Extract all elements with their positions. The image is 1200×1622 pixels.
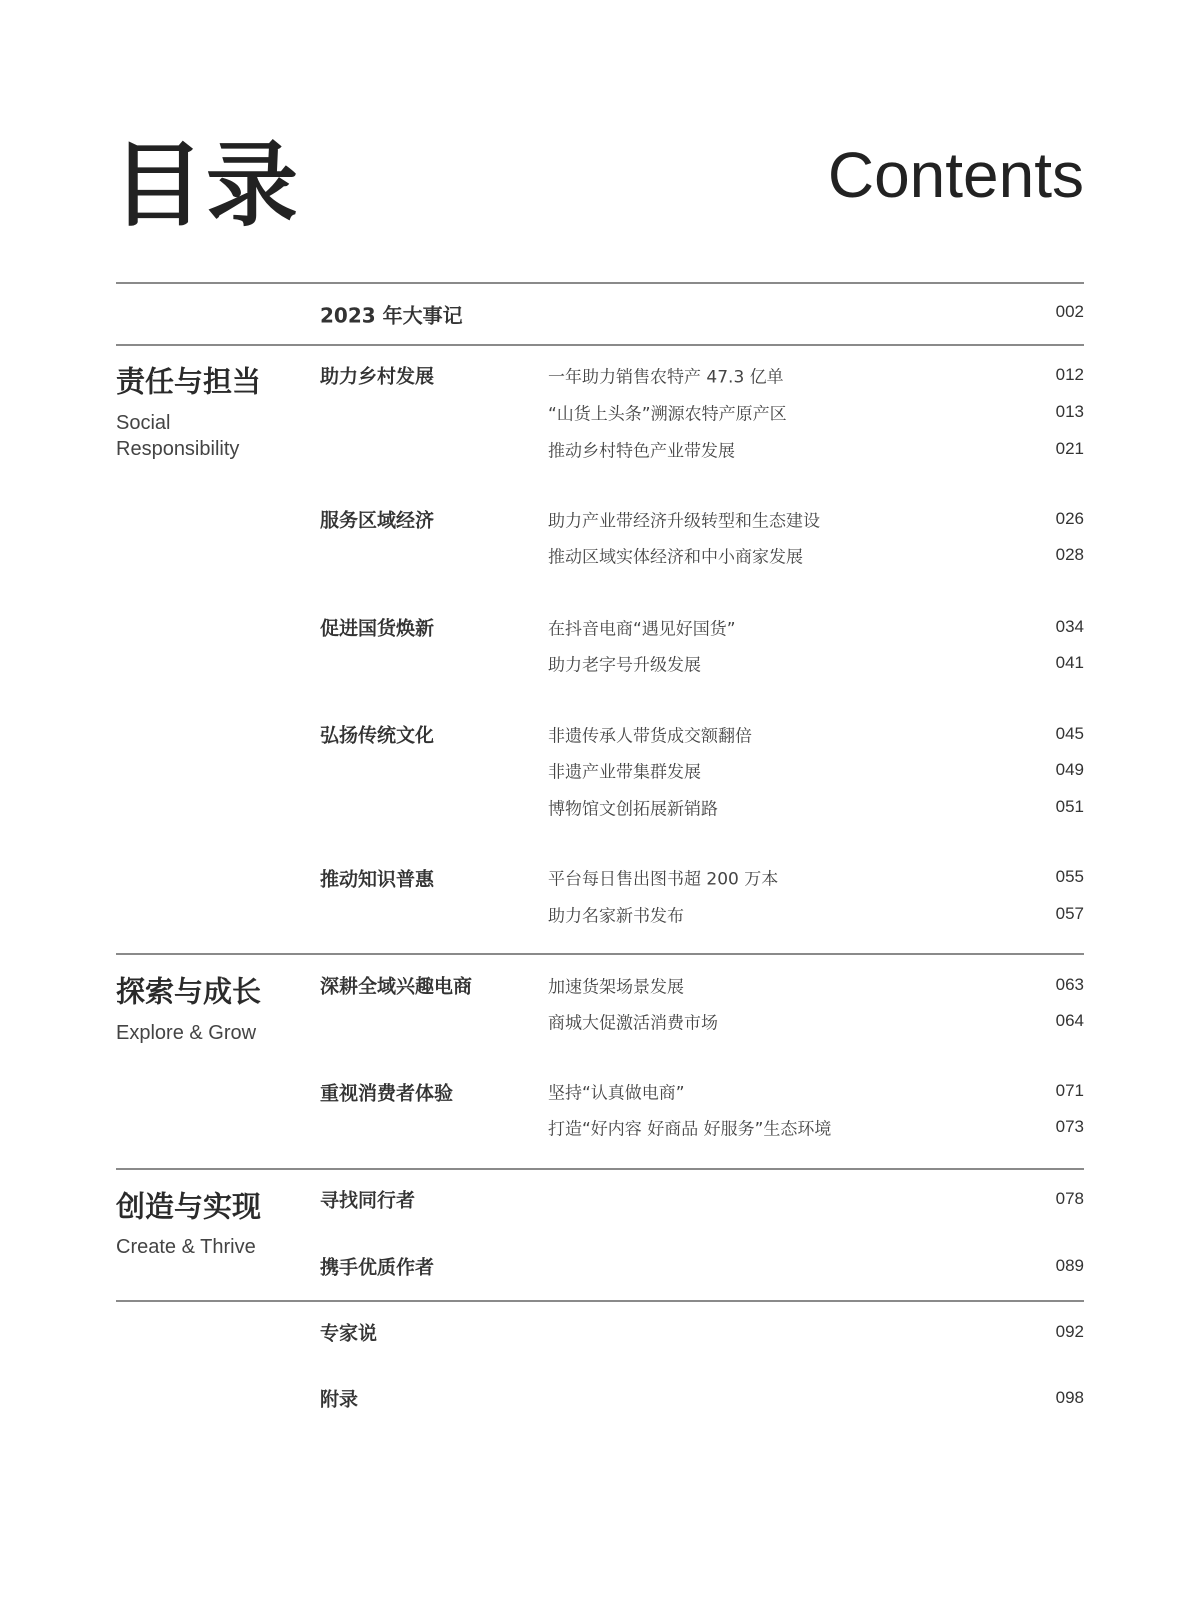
toc-item[interactable]: 一年助力销售农特产 47.3 亿单 xyxy=(548,367,784,388)
section-title-en: Social Responsibility xyxy=(116,412,240,460)
page-number: 034 xyxy=(1055,617,1084,636)
chapter-title[interactable]: 促进国货焕新 xyxy=(320,617,435,640)
chapter-title[interactable]: 推动知识普惠 xyxy=(320,868,435,891)
page-number: 063 xyxy=(1055,975,1084,994)
page-number: 028 xyxy=(1055,545,1084,564)
page-number: 012 xyxy=(1055,365,1084,384)
chapter-title[interactable]: 弘扬传统文化 xyxy=(320,724,435,747)
page-number: 045 xyxy=(1055,724,1084,743)
page-number: 021 xyxy=(1055,439,1084,458)
page-number: 092 xyxy=(1055,1322,1084,1341)
divider xyxy=(116,282,1084,284)
toc-item[interactable]: 助力老字号升级发展 xyxy=(548,655,701,676)
section-title-cn: 责任与担当 xyxy=(116,364,262,399)
section-title-en: Explore & Grow xyxy=(116,1022,257,1044)
section-title-cn: 探索与成长 xyxy=(116,974,262,1009)
toc-item[interactable]: 博物馆文创拓展新销路 xyxy=(548,799,718,820)
page-number: 041 xyxy=(1055,653,1084,672)
toc-item[interactable]: 加速货架场景发展 xyxy=(548,977,684,998)
divider xyxy=(116,1300,1084,1302)
chapter-title[interactable]: 深耕全域兴趣电商 xyxy=(320,975,473,998)
toc-item[interactable]: 商城大促激活消费市场 xyxy=(548,1013,718,1034)
toc-item[interactable]: 助力产业带经济升级转型和生态建设 xyxy=(548,511,820,532)
section-title-cn: 创造与实现 xyxy=(116,1189,262,1224)
toc-entry-appendix[interactable]: 附录 xyxy=(320,1388,359,1411)
chapter-title[interactable]: 重视消费者体验 xyxy=(320,1082,454,1105)
page-number: 073 xyxy=(1055,1117,1084,1136)
section-title-en: Create & Thrive xyxy=(116,1236,256,1258)
page-number: 013 xyxy=(1055,402,1084,421)
toc-item[interactable]: 推动乡村特色产业带发展 xyxy=(548,441,735,462)
page-number: 078 xyxy=(1055,1189,1084,1208)
chapter-title[interactable]: 携手优质作者 xyxy=(320,1256,435,1279)
chapter-title[interactable]: 助力乡村发展 xyxy=(320,365,435,388)
page-number: 055 xyxy=(1055,867,1084,886)
page-number: 098 xyxy=(1055,1388,1084,1407)
divider xyxy=(116,344,1084,346)
toc-item[interactable]: 打造“好内容 好商品 好服务”生态环境 xyxy=(548,1119,832,1140)
toc-item[interactable]: 非遗产业带集群发展 xyxy=(548,762,701,783)
toc-entry-experts[interactable]: 专家说 xyxy=(320,1322,378,1345)
chapter-title[interactable]: 服务区域经济 xyxy=(320,509,435,532)
page-number: 064 xyxy=(1055,1011,1084,1030)
toc-entry-milestones[interactable]: 2023 年大事记 xyxy=(320,303,463,328)
page-number: 051 xyxy=(1055,797,1084,816)
divider xyxy=(116,1168,1084,1170)
toc-item[interactable]: 在抖音电商“遇见好国货” xyxy=(548,619,736,640)
toc-item[interactable]: 平台每日售出图书超 200 万本 xyxy=(548,869,779,890)
page-number: 071 xyxy=(1055,1081,1084,1100)
toc-item[interactable]: “山货上头条”溯源农特产原产区 xyxy=(548,404,787,425)
page-number: 049 xyxy=(1055,760,1084,779)
page-number: 057 xyxy=(1055,904,1084,923)
page-title-en: Contents xyxy=(827,139,1084,211)
chapter-title[interactable]: 寻找同行者 xyxy=(320,1189,416,1212)
toc-item[interactable]: 非遗传承人带货成交额翻倍 xyxy=(548,726,752,747)
page-title-cn: 目录 xyxy=(112,132,301,239)
toc-item[interactable]: 坚持“认真做电商” xyxy=(548,1083,685,1104)
page-number: 002 xyxy=(1055,302,1084,321)
divider xyxy=(116,953,1084,955)
toc-item[interactable]: 推动区域实体经济和中小商家发展 xyxy=(548,547,803,568)
toc-item[interactable]: 助力名家新书发布 xyxy=(548,906,684,927)
page-number: 089 xyxy=(1055,1256,1084,1275)
page-number: 026 xyxy=(1055,509,1084,528)
